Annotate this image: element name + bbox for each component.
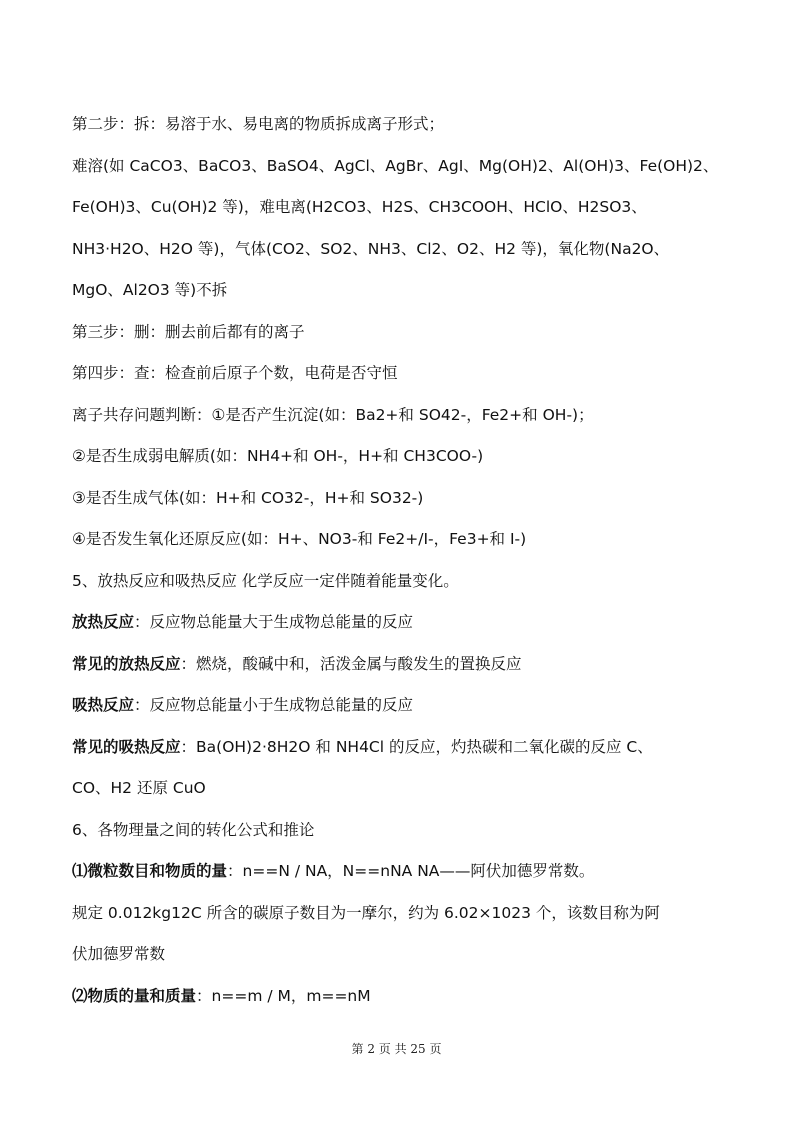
section6-heading: 6、各物理量之间的转化公式和推论 bbox=[72, 820, 315, 839]
coexistence-line-1: 离子共存问题判断：①是否产生沉淀(如：Ba2+和 SO42-，Fe2+和 OH-)； bbox=[72, 405, 594, 424]
common-endothermic-text: ：Ba(OH)2·8H2O 和 NH4Cl 的反应，灼热碳和二氧化碳的反应 C、 bbox=[180, 737, 653, 756]
avogadro-note-line-1: 规定 0.012kg12C 所含的碳原子数目为一摩尔，约为 6.02×1023 个，该数目称为阿 bbox=[72, 903, 660, 922]
formula-particles bbox=[72, 851, 727, 893]
step3-line: 第三步：删：删去前后都有的离子 bbox=[72, 322, 305, 341]
coexistence-line-2: ②是否生成弱电解质(如：NH4+和 OH-，H+和 CH3COO-) bbox=[72, 447, 484, 465]
coexistence-line-3: ③是否生成气体(如：H+和 CO32-，H+和 SO32-) bbox=[72, 488, 424, 507]
insoluble-list-line-4: MgO、Al2O3 等)不拆 bbox=[72, 281, 228, 299]
step4-line: 第四步：查：检查前后原子个数，电荷是否守恒 bbox=[72, 364, 398, 382]
common-endothermic bbox=[72, 727, 727, 769]
formula-mass bbox=[72, 976, 727, 1018]
coexistence-line-4: ④是否发生氧化还原反应(如：H+、NO3-和 Fe2+/I-，Fe3+和 I-) bbox=[72, 530, 527, 548]
insoluble-list-line-1: 难溶(如 CaCO3、BaCO3、BaSO4、AgCl、AgBr、AgI、Mg(OH)2、Al(OH)3、Fe(OH)2、 bbox=[72, 156, 719, 175]
insoluble-list-line-3: NH3·H2O、H2O 等)，气体(CO2、SO2、NH3、Cl2、O2、H2 等)，氧化物(Na2O、 bbox=[72, 239, 670, 258]
exothermic-text: ：反应物总能量大于生成物总能量的反应 bbox=[134, 613, 414, 631]
formula-particles-label: ⑴微粒数目和物质的量 bbox=[72, 862, 228, 880]
endothermic-label: 吸热反应 bbox=[72, 696, 135, 714]
common-exothermic bbox=[72, 644, 727, 686]
formula-mass-label: ⑵物质的量和质量 bbox=[72, 986, 197, 1005]
endothermic-text: ：反应物总能量小于生成物总能量的反应 bbox=[134, 696, 414, 714]
exothermic-label: 放热反应 bbox=[72, 613, 135, 631]
exothermic-definition bbox=[72, 602, 727, 644]
common-exothermic-text: ：燃烧，酸碱中和，活泼金属与酸发生的置换反应 bbox=[180, 654, 522, 673]
page-number-footer: 第 2 页 共 25 页 bbox=[351, 1042, 442, 1056]
formula-mass-text: ：n==m / M，m==nM bbox=[196, 986, 371, 1005]
document-body bbox=[72, 104, 727, 1017]
common-endothermic-continued: CO、H2 还原 CuO bbox=[72, 779, 206, 797]
endothermic-definition bbox=[72, 685, 727, 727]
step2-line: 第二步：拆：易溶于水、易电离的物质拆成离子形式； bbox=[72, 115, 445, 133]
common-exothermic-label: 常见的放热反应 bbox=[72, 654, 181, 673]
insoluble-list-line-2: Fe(OH)3、Cu(OH)2 等)，难电离(H2CO3、H2S、CH3COOH、HClO、H2SO3、 bbox=[72, 198, 647, 216]
common-endothermic-label: 常见的吸热反应 bbox=[72, 737, 181, 756]
section5-heading: 5、放热反应和吸热反应 化学反应一定伴随着能量变化。 bbox=[72, 571, 459, 590]
formula-particles-text: ：n==N / NA，N==nNA NA——阿伏加德罗常数。 bbox=[227, 862, 595, 880]
avogadro-note-line-2: 伏加德罗常数 bbox=[72, 945, 166, 963]
